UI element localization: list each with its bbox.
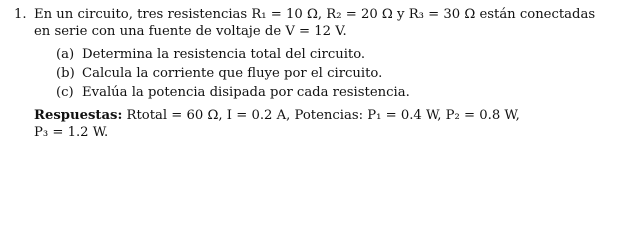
subquestion-a — [56, 46, 614, 63]
subquestion-text: Determina la resistencia total del circuito. — [82, 47, 366, 62]
answers-line-1 — [34, 107, 614, 124]
subquestion-label: (c) — [56, 85, 74, 100]
answers-line-2: P₃ = 1.2 W. — [34, 125, 109, 140]
subquestion-text: Evalúa la potencia disipada por cada resistencia. — [82, 85, 410, 100]
problem-body — [34, 6, 614, 141]
subquestion-text: Calcula la corriente que fluye por el circuito. — [82, 66, 383, 81]
problem-statement — [34, 6, 614, 40]
subquestion-label: (a) — [56, 47, 75, 62]
subquestions-list — [56, 46, 614, 101]
answers-label: Respuestas: — [34, 108, 123, 123]
statement-line-2: en serie con una fuente de voltaje de V = 12 V. — [34, 24, 347, 39]
answers-text-1: Rtotal = 60 Ω, I = 0.2 A, Potencias: P₁ = 0.4 W, P₂ = 0.8 W, — [126, 108, 520, 123]
subquestion-label: (b) — [56, 66, 75, 81]
problem-number: 1. — [14, 7, 27, 22]
answers-block — [34, 107, 614, 141]
subquestion-c — [56, 84, 614, 101]
statement-line-1: En un circuito, tres resistencias R₁ = 10 Ω, R₂ = 20 Ω y R₃ = 30 Ω están conectadas — [34, 7, 596, 22]
document — [14, 6, 614, 141]
problem-1 — [14, 6, 614, 141]
subquestion-b — [56, 65, 614, 82]
